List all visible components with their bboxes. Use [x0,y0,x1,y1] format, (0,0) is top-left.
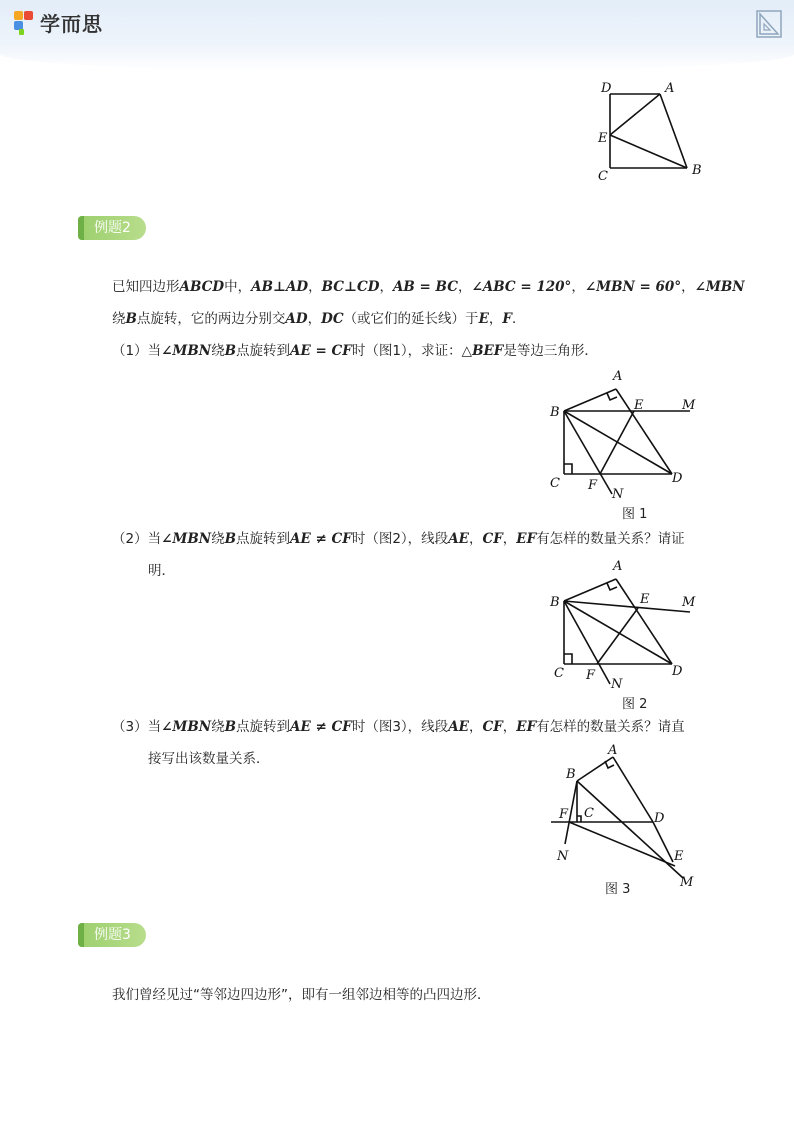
text: ． [511,311,526,327]
question-1 [112,341,598,361]
text: 中， [224,279,252,295]
label-C: C [598,169,608,184]
text: （3）当 [112,719,162,735]
text: （或它们的延长线）于 [343,311,479,327]
math-E: E [478,311,489,327]
math-equal: AB = BC [392,279,458,295]
text: ， [307,311,322,327]
label-C: C [554,666,564,681]
label-B: B [566,767,576,782]
math: EF [516,531,537,547]
math: ∠MBN [161,719,212,735]
math-perp-2: BC⊥CD [321,279,380,295]
math-AD: AD [285,311,308,327]
math-perp-1: AB⊥AD [251,279,309,295]
text: ， [457,279,472,295]
math: ∠MBN [161,531,212,547]
text: ， [308,279,322,295]
text: 点旋转，它的两边分别交 [136,311,286,327]
ruler-triangle-icon [756,10,782,38]
text: ， [488,311,503,327]
label-D: D [672,664,683,679]
label-F: F [586,668,596,683]
label-B: B [692,163,702,178]
math-angle-abc: ∠ABC = 120° [471,279,572,295]
brand-logo [14,8,103,37]
text: ， [571,279,585,295]
text: ， [681,279,695,295]
text: （1）当 [112,343,162,359]
label-E: E [634,398,644,413]
label-B: B [550,595,560,610]
math: ∠MBN [161,343,212,359]
question-2-line-1 [112,529,685,549]
math: AE [448,531,469,547]
math: BEF [472,343,504,359]
math-DC: DC [321,311,344,327]
figure-3 [545,740,705,895]
math: AE ≠ CF [290,719,352,735]
label-N: N [612,487,624,502]
example-2-tag: 例题2 [78,216,146,240]
text: 有怎样的数量关系？请直 [536,719,685,735]
text: 时（图1），求证：△ [351,343,473,359]
text: 时（图2），线段 [351,531,449,547]
text: 绕 [211,343,225,359]
label-C: C [584,806,594,821]
label-E: E [640,592,650,607]
text: ， [468,531,483,547]
text: 点旋转到 [236,531,291,547]
math: AE [448,719,469,735]
label-M: M [682,398,696,413]
label-C: C [550,476,560,491]
figure-2 [540,554,710,692]
label-D: D [654,811,665,826]
math-angle-mbn-2: ∠MBN [694,279,745,295]
figure-2-caption: 图 2 [622,697,648,712]
text: 绕 [112,311,126,327]
example-3-text: 我们曾经见过“等邻边四边形”，即有一组邻边相等的凸四边形． [112,987,491,1003]
math: B [224,343,237,359]
figure-1-caption: 图 1 [622,507,648,522]
text: 绕 [211,531,225,547]
question-2-line-2: 明． [148,563,175,579]
math-quad: ABCD [179,279,225,295]
text: 已知四边形 [112,279,180,295]
page-header [0,0,794,72]
math: EF [516,719,537,735]
math: AE = CF [290,343,352,359]
math-F: F [502,311,512,327]
figure-quadrilateral-top [590,78,710,188]
label-D: D [601,81,612,96]
math: AE ≠ CF [290,531,352,547]
figure-1 [540,364,710,502]
label-A: A [613,369,623,384]
text: ， [502,719,517,735]
text: 点旋转到 [236,719,291,735]
label-F: F [588,478,598,493]
math: CF [482,719,503,735]
question-3-line-2: 接写出该数量关系． [148,751,270,767]
label-A: A [665,81,675,96]
label-A: A [613,559,623,574]
text: ， [468,719,483,735]
math: B [224,719,237,735]
question-3-line-1 [112,717,685,737]
math-B: B [125,311,137,327]
label-M: M [680,875,694,890]
math-angle-mbn: ∠MBN = 60° [584,279,682,295]
text: 是等边三角形． [503,343,598,359]
text: 绕 [211,719,225,735]
text: （2）当 [112,531,162,547]
label-F: F [559,807,569,822]
example-2-line-1 [112,277,745,297]
math: CF [482,531,503,547]
brand-name: 学而思 [40,12,103,36]
label-E: E [598,131,608,146]
label-D: D [672,471,683,486]
label-N: N [611,677,623,692]
label-B: B [550,405,560,420]
text: 时（图3），线段 [351,719,449,735]
label-A: A [608,743,618,758]
figure-3-caption: 图 3 [605,882,631,897]
text: ， [379,279,393,295]
math: B [224,531,237,547]
example-2-line-2 [112,309,525,329]
text: 有怎样的数量关系？请证 [536,531,685,547]
label-N: N [557,849,569,864]
example-3-tag: 例题3 [78,923,146,947]
text: ， [502,531,517,547]
label-M: M [682,595,696,610]
brand-mark-icon [14,11,36,35]
text: 点旋转到 [236,343,291,359]
label-E: E [674,849,684,864]
